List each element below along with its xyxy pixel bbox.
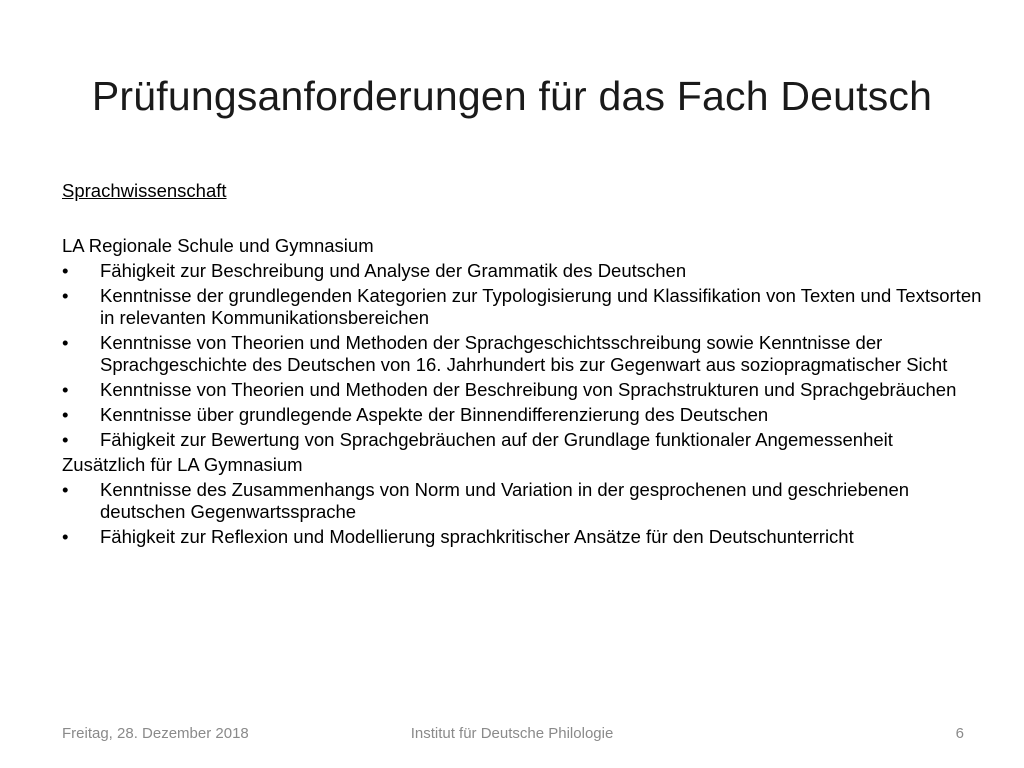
footer-page-number: 6 [955,725,964,742]
bullet-icon: • [62,526,69,547]
bullet-icon: • [62,379,69,400]
list-item: • Kenntnisse der grundlegenden Kategorien zur Typologisierung und Klassifikation von Texten und Textsorten in relevanten Kommunikationsbereichen [62,285,982,328]
slide-title: Prüfungsanforderungen für das Fach Deutsch [91,73,933,119]
group-label-regionale-schule: LA Regionale Schule und Gymnasium [62,235,374,256]
bullet-list-gymnasium [62,479,982,548]
footer-institute: Institut für Deutsche Philologie [410,725,614,742]
bullet-icon: • [62,332,69,353]
list-item: • Kenntnisse über grundlegende Aspekte der Binnendifferenzierung des Deutschen [62,404,769,425]
bullet-icon: • [62,479,69,500]
bullet-icon: • [62,260,69,281]
list-item: • Kenntnisse des Zusammenhangs von Norm und Variation in der gesprochenen und geschriebenen deutschen Gegenwartssprache [62,479,910,522]
list-item: • Kenntnisse von Theorien und Methoden der Sprachgeschichtsschreibung sowie Kenntnisse der Sprachgeschichte des Deutschen von 16. Jahrhundert bis zur Gegenwart aus soziopragmatischer Sicht [62,332,948,375]
bullet-list-regionale-schule [62,260,982,451]
bullet-icon: • [62,404,69,425]
list-item: • Kenntnisse von Theorien und Methoden der Beschreibung von Sprachstrukturen und Sprachgebräuchen [62,379,957,400]
slide-content [62,180,982,551]
list-item: • Fähigkeit zur Bewertung von Sprachgebräuchen auf der Grundlage funktionaler Angemessenheit [62,429,893,450]
list-item: • Fähigkeit zur Beschreibung und Analyse der Grammatik des Deutschen [62,260,687,281]
group-label-gymnasium: Zusätzlich für LA Gymnasium [62,454,303,475]
section-heading: Sprachwissenschaft [62,180,227,201]
bullet-icon: • [62,429,69,450]
bullet-icon: • [62,285,69,306]
footer-date: Freitag, 28. Dezember 2018 [62,725,249,742]
list-item: • Fähigkeit zur Reflexion und Modellierung sprachkritischer Ansätze für den Deutschunterricht [62,526,854,547]
